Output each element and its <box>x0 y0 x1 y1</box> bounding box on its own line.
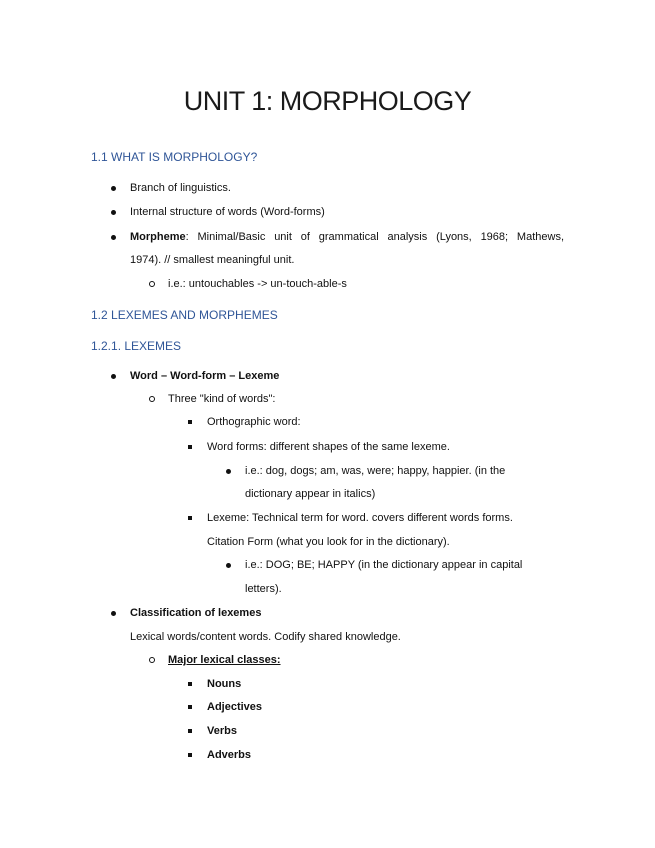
morpheme-definition: : Minimal/Basic unit of grammatical analysis (Lyons, 1968; Mathews, <box>185 231 564 243</box>
list-item-internal-structure: Internal structure of words (Word-forms) <box>130 206 325 218</box>
lexeme-citation-form: Citation Form (what you look for in the dictionary). <box>207 536 450 548</box>
list-item-classification: Classification of lexemes <box>130 607 262 619</box>
bullet-square-icon <box>188 511 192 525</box>
class-item-adjectives: Adjectives <box>207 701 263 713</box>
list-item-word-lexeme: Word – Word-form – Lexeme <box>130 370 280 382</box>
bullet-disc-icon <box>226 464 231 478</box>
bullet-square-icon <box>188 415 192 429</box>
bullet-disc-icon <box>111 181 116 195</box>
section-heading-1-1: 1.1 WHAT IS MORPHOLOGY? <box>91 150 258 164</box>
bullet-circle-icon <box>149 392 155 406</box>
example-lexemes-cont: letters). <box>245 583 282 595</box>
bullet-square-icon <box>188 724 192 738</box>
class-item-adverbs: Adverbs <box>207 749 252 761</box>
list-item-branch: Branch of linguistics. <box>130 182 231 194</box>
list-item-morpheme <box>130 230 564 244</box>
sub-item-three-kinds: Three "kind of words": <box>168 393 276 405</box>
classification-description: Lexical words/content words. Codify shared knowledge. <box>130 631 401 643</box>
example-lexemes: i.e.: DOG; BE; HAPPY (in the dictionary appear in capital <box>245 559 523 571</box>
example-word-forms-cont: dictionary appear in italics) <box>245 488 376 500</box>
morpheme-definition-cont: 1974). // smallest meaningful unit. <box>130 254 295 266</box>
page-title: UNIT 1: MORPHOLOGY <box>183 86 472 116</box>
bullet-circle-icon <box>149 277 155 291</box>
example-word-forms: i.e.: dog, dogs; am, was, were; happy, happier. (in the <box>245 465 506 477</box>
sub-sub-item-lexeme: Lexeme: Technical term for word. covers different words forms. <box>207 512 513 524</box>
bullet-disc-icon <box>111 205 116 219</box>
bullet-disc-icon <box>226 558 231 572</box>
section-heading-1-2: 1.2 LEXEMES AND MORPHEMES <box>91 308 278 322</box>
bullet-square-icon <box>188 440 192 454</box>
bullet-square-icon <box>188 748 192 762</box>
section-heading-1-2-1: 1.2.1. LEXEMES <box>91 339 182 353</box>
bullet-square-icon <box>188 677 192 691</box>
bullet-square-icon <box>188 700 192 714</box>
class-item-nouns: Nouns <box>207 678 242 690</box>
sub-sub-item-orthographic: Orthographic word: <box>207 416 301 428</box>
bullet-disc-icon <box>111 230 116 244</box>
sub-item-untouchables: i.e.: untouchables -> un-touch-able-s <box>168 278 347 290</box>
sub-sub-item-word-forms: Word forms: different shapes of the same lexeme. <box>207 441 450 453</box>
bullet-disc-icon <box>111 606 116 620</box>
bullet-disc-icon <box>111 369 116 383</box>
term-morpheme: Morpheme <box>130 231 186 243</box>
class-item-verbs: Verbs <box>207 725 237 737</box>
sub-item-major-classes: Major lexical classes: <box>168 654 281 666</box>
bullet-circle-icon <box>149 653 155 667</box>
